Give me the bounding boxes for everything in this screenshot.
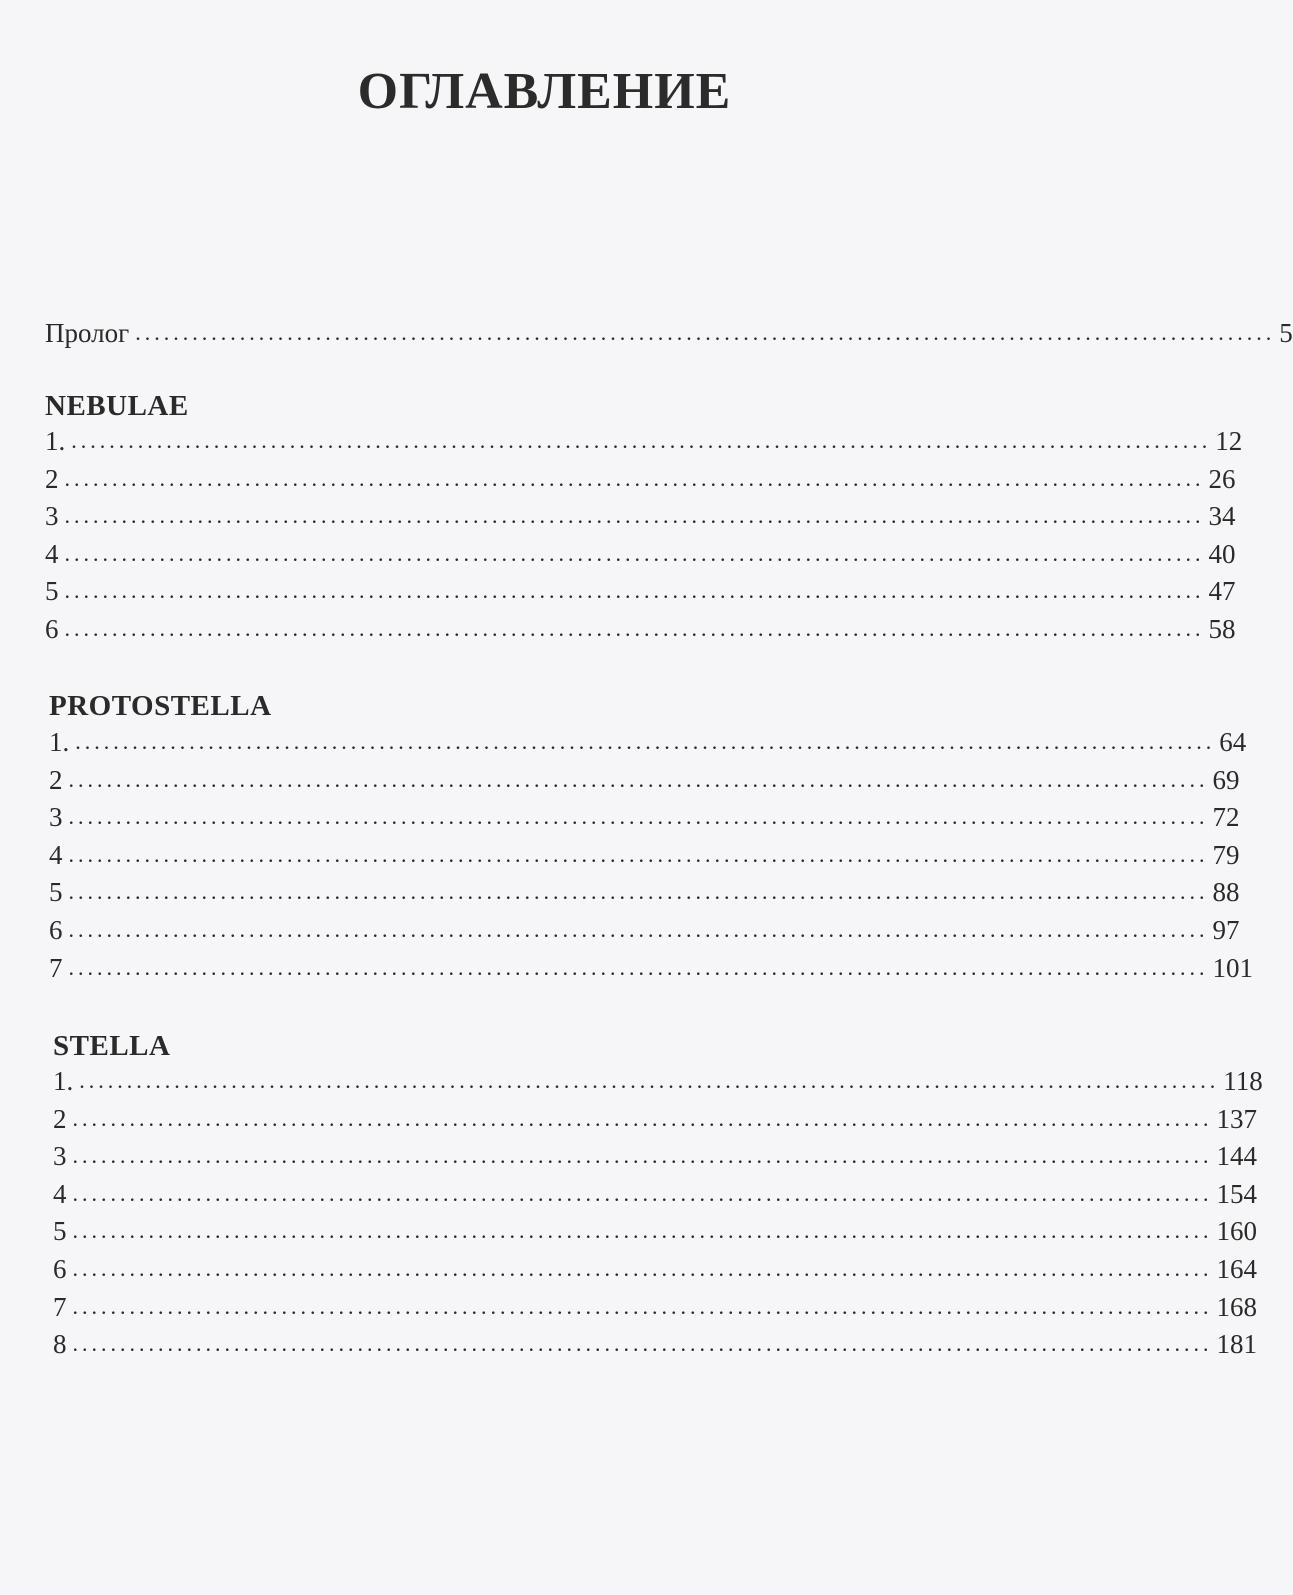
- toc-entry-page: 34: [1208, 501, 1236, 532]
- toc-entry-page: 79: [1212, 839, 1240, 870]
- toc-entry-page: 88: [1212, 877, 1240, 908]
- toc-entry-page: 154: [1216, 1178, 1257, 1209]
- toc-entry-label: 4: [49, 839, 63, 870]
- toc-entry[interactable]: [49, 721, 1247, 757]
- dot-leader: ........................................................................................................................: [68, 841, 1209, 867]
- toc-entry[interactable]: [45, 495, 1236, 532]
- dot-leader: ........................................................................................................................: [72, 1331, 1213, 1357]
- toc-entry-page: 5: [1279, 318, 1293, 348]
- dot-leader: ........................................................................................................................: [79, 1068, 1220, 1093]
- toc-entry-label: 6: [45, 614, 59, 644]
- toc-entry-label: 2: [53, 1103, 67, 1134]
- toc-entry[interactable]: [45, 420, 1243, 456]
- toc-entry-label: 7: [53, 1291, 67, 1322]
- toc-entry-prologue[interactable]: [45, 312, 1293, 348]
- toc-entry-label: 5: [45, 576, 59, 607]
- toc-entry-label: 7: [49, 952, 63, 983]
- dot-leader: ........................................................................................................................: [72, 1256, 1213, 1281]
- toc-entry[interactable]: [53, 1173, 1257, 1209]
- toc-entry-page: 47: [1208, 576, 1236, 607]
- toc-entry[interactable]: [49, 834, 1240, 870]
- toc-entry-page: 72: [1212, 802, 1240, 833]
- dot-leader: ........................................................................................................................: [75, 729, 1216, 754]
- toc-entry-label: 5: [49, 877, 63, 908]
- toc-entry[interactable]: [53, 1210, 1257, 1247]
- dot-leader: ........................................................................................................................: [72, 1143, 1213, 1169]
- toc-entry[interactable]: [45, 458, 1236, 494]
- toc-entry-label: 4: [45, 538, 59, 569]
- dot-leader: ........................................................................................................................: [68, 954, 1209, 980]
- dot-leader: ........................................................................................................................: [68, 804, 1209, 830]
- toc-entry-page: 181: [1216, 1329, 1257, 1360]
- toc-entry-label: 6: [53, 1254, 67, 1284]
- toc-entry-label: 8: [53, 1329, 67, 1360]
- toc-entry-label: 2: [49, 764, 63, 795]
- toc-entry-page: 97: [1212, 915, 1240, 945]
- toc-entry-label: 1.: [45, 426, 66, 456]
- toc-entry[interactable]: [49, 871, 1240, 908]
- toc-entry-label: 5: [53, 1216, 67, 1247]
- toc-entry-page: 118: [1223, 1066, 1263, 1096]
- toc-entry-page: 168: [1216, 1291, 1257, 1322]
- dot-leader: ........................................................................................................................: [64, 465, 1205, 491]
- toc-entry-page: 137: [1216, 1103, 1257, 1134]
- toc-entry-label: 2: [45, 463, 59, 494]
- toc-entry[interactable]: [53, 1135, 1257, 1172]
- dot-leader: ........................................................................................................................: [64, 616, 1205, 641]
- dot-leader: ........................................................................................................................: [64, 540, 1205, 566]
- toc-entry[interactable]: [53, 1323, 1257, 1360]
- toc-entry-page: 40: [1208, 538, 1236, 569]
- dot-leader: ........................................................................................................................: [68, 917, 1209, 942]
- toc-entry-label: Пролог: [45, 318, 130, 348]
- dot-leader: ........................................................................................................................: [72, 1218, 1213, 1244]
- dot-leader: ........................................................................................................................: [72, 1293, 1213, 1319]
- toc-entry-page: 26: [1208, 463, 1236, 494]
- toc-entry[interactable]: [49, 759, 1240, 795]
- toc-entry[interactable]: [49, 909, 1240, 945]
- toc-entry[interactable]: [53, 1248, 1257, 1284]
- section-heading: STELLA: [53, 1030, 171, 1062]
- toc-entry-page: 164: [1216, 1254, 1257, 1284]
- toc-entry[interactable]: [45, 570, 1236, 607]
- toc-entry[interactable]: [53, 1060, 1263, 1096]
- toc-entry-page: 101: [1212, 952, 1253, 983]
- dot-leader: ........................................................................................................................: [72, 1105, 1213, 1131]
- toc-entry-label: 1.: [49, 727, 70, 757]
- toc-entry-page: 69: [1212, 764, 1240, 795]
- toc-entry-label: 4: [53, 1178, 67, 1209]
- dot-leader: ........................................................................................................................: [72, 1180, 1213, 1206]
- toc-entry[interactable]: [45, 533, 1236, 569]
- dot-leader: ........................................................................................................................: [71, 428, 1212, 453]
- section-heading: NEBULAE: [45, 390, 189, 422]
- toc-entry[interactable]: [49, 947, 1253, 983]
- page-title: ОГЛАВЛЕНИЕ: [357, 63, 732, 120]
- dot-leader: ........................................................................................................................: [64, 578, 1205, 604]
- toc-entry-page: 144: [1216, 1141, 1257, 1172]
- toc-entry[interactable]: [49, 796, 1240, 833]
- toc-entry-page: 12: [1215, 426, 1243, 456]
- toc-entry[interactable]: [45, 608, 1236, 644]
- toc-entry-label: 3: [45, 501, 59, 532]
- dot-leader: ........................................................................................................................: [68, 879, 1209, 905]
- toc-entry-page: 64: [1219, 727, 1247, 757]
- toc-entry-page: 160: [1216, 1216, 1257, 1247]
- toc-entry-page: 58: [1208, 614, 1236, 644]
- dot-leader: ........................................................................................................................: [135, 320, 1276, 345]
- toc-entry-label: 3: [53, 1141, 67, 1172]
- dot-leader: ........................................................................................................................: [64, 503, 1205, 529]
- toc-entry-label: 3: [49, 802, 63, 833]
- section-heading: PROTOSTELLA: [49, 690, 272, 722]
- toc-entry-label: 6: [49, 915, 63, 945]
- toc-entry[interactable]: [53, 1098, 1257, 1134]
- toc-entry-label: 1.: [53, 1066, 74, 1096]
- toc-entry[interactable]: [53, 1286, 1257, 1322]
- dot-leader: ........................................................................................................................: [68, 766, 1209, 792]
